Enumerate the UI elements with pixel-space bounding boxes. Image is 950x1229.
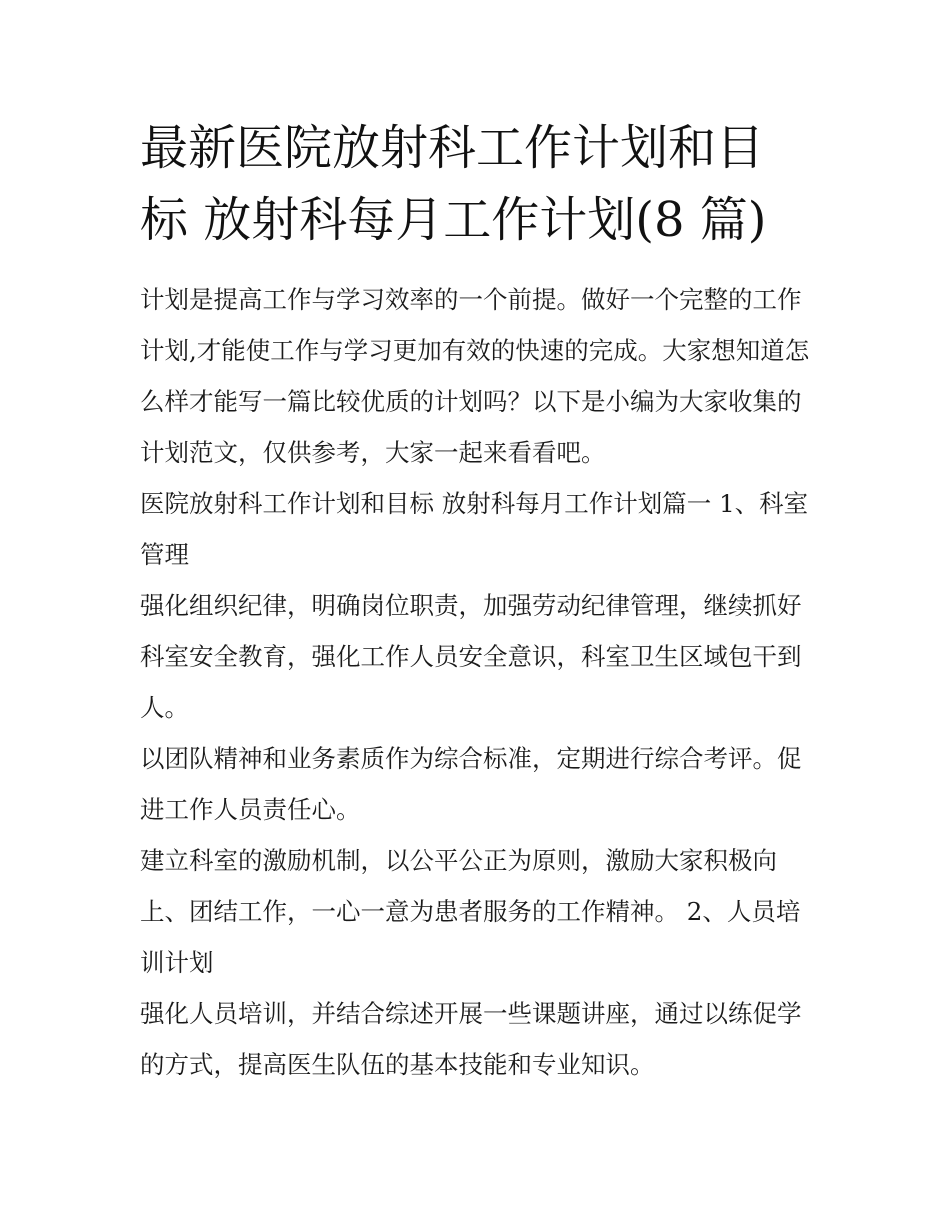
paragraph-incentive: 建立科室的激励机制，以公平公正为原则，激励大家积极向上、团结工作，一心一意为患者服务的工作精神。 2、人员培训计划 (140, 846, 801, 977)
title-line-1: 最新医院放射科工作计划和目 (140, 120, 765, 176)
document-content (140, 112, 820, 1090)
paragraph-discipline: 强化组织纪律，明确岗位职责，加强劳动纪律管理，继续抓好科室安全教育，强化工作人员安全意识，科室卫生区域包干到人。 (140, 591, 802, 722)
paragraph-section-heading: 医院放射科工作计划和目标 放射科每月工作计划篇一 1、科室管理 (140, 489, 809, 569)
paragraph-training: 强化人员培训，并结合综述开展一些课题讲座，通过以练促学的方式，提高医生队伍的基本技能和专业知识。 (140, 999, 802, 1079)
title-line-2: 标 放射科每月工作计划(8 篇) (140, 192, 767, 248)
document-title (140, 112, 820, 256)
document-body (140, 274, 820, 1090)
paragraph-intro: 计划是提高工作与学习效率的一个前提。做好一个完整的工作计划,才能使工作与学习更加有效的快速的完成。大家想知道怎么样才能写一篇比较优质的计划吗？以下是小编为大家收集的计划范文，仅供参考，大家一起来看看吧。 (140, 285, 810, 467)
paragraph-team-spirit: 以团队精神和业务素质作为综合标准，定期进行综合考评。促进工作人员责任心。 (140, 744, 802, 824)
